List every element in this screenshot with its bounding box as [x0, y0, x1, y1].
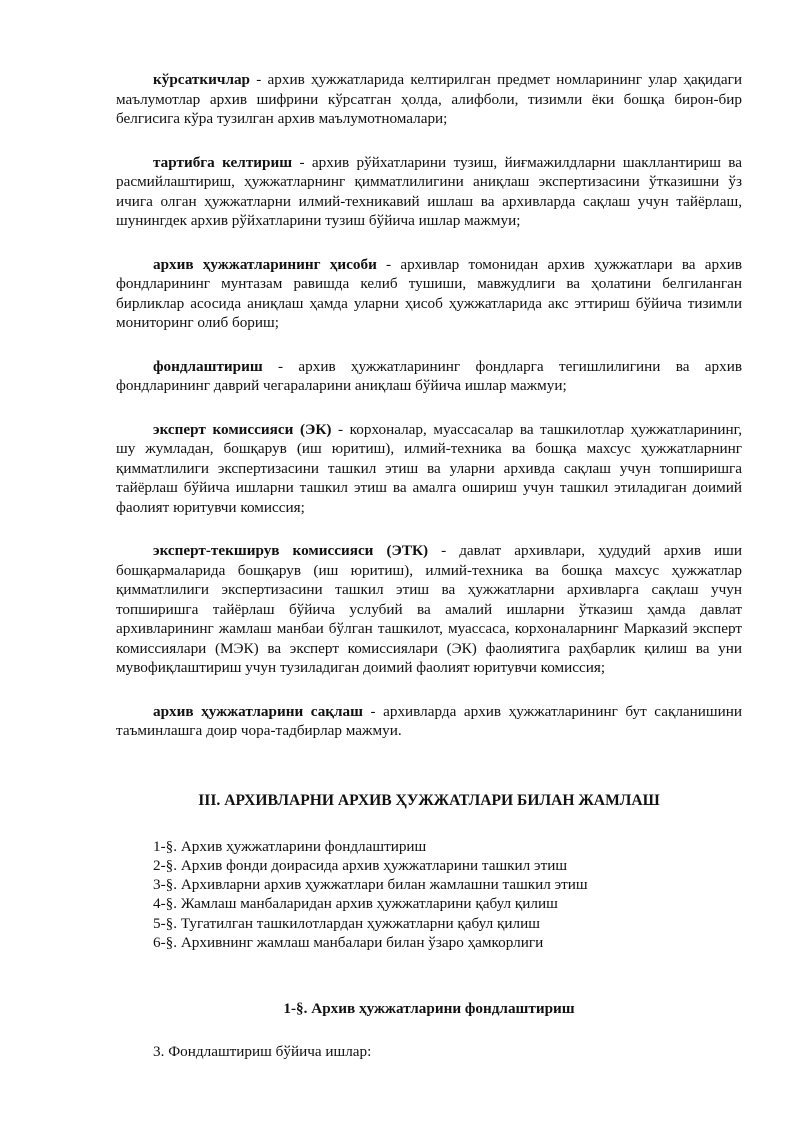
toc-item: 1-§. Архив ҳужжатларини фондлаштириш — [153, 837, 427, 855]
definition-paragraph — [116, 357, 742, 396]
definition-term: архив ҳужжатларини сақлаш — [153, 702, 363, 720]
definition-paragraph — [116, 702, 742, 741]
definition-text: - архив рўйхатларини тузиш, йиғмажилдларни шакллантириш ва расмийлаштириш, ҳужжатларнинг қимматлилигини аниқлаш экспертизасини ўтказишни ўз ичига олган ҳужжатларни илмий-техникавий ишлаш ва архивларда сақлаш учун тайёрлаш, шунингдек архив рўйхатларини тузиш бўйича ишлар мажмуи; — [116, 153, 742, 229]
definition-text: - корхоналар, муассасалар ва ташкилотлар ҳужжатларининг, шу жумладан, бошқарув (иш юритиш), илмий-техника ва бошқа махсус ҳужжатларнинг қимматлилиги экспертизасини ташкил этиш ва уларни архивда сақлаш учун топширишга тайёрлаш бўйича ишларни ташкил этиш ва амалга ошириш учун ташкил этиладиган доимий фаолият юритувчи комиссия; — [116, 420, 742, 516]
definition-paragraph — [116, 255, 742, 333]
toc-item: 6-§. Архивнинг жамлаш манбалари билан ўзаро ҳамкорлиги — [153, 933, 544, 951]
toc-item: 3-§. Архивларни архив ҳужжатлари билан жамлашни ташкил этиш — [153, 876, 588, 894]
subsection-title: 1-§. Архив ҳужжатларини фондлаштириш — [283, 1000, 575, 1018]
definition-paragraph — [116, 541, 742, 678]
definition-paragraph — [116, 420, 742, 518]
definition-term: тартибга келтириш — [153, 153, 293, 171]
toc-item: 4-§. Жамлаш манбаларидан архив ҳужжатларини қабул қилиш — [153, 895, 558, 913]
toc-item: 5-§. Тугатилган ташкилотлардан ҳужжатларни қабул қилиш — [153, 914, 540, 932]
definition-term: архив ҳужжатларининг ҳисоби — [153, 255, 377, 273]
definition-paragraph — [116, 153, 742, 231]
document-page — [116, 70, 742, 1062]
definition-text: - архивлар томонидан архив ҳужжатлари ва архив фондларининг мунтазам равишда келиб тушиши, мавжудлиги ва ҳолатини белгиланган бирликлар асосида аниқлаш ҳамда уларни ҳисоб ҳужжатларида акс эттириш бўйича тизимли мониторинг олиб бориш; — [116, 255, 742, 331]
definition-text: - архив ҳужжатларининг фондларга тегишлилигини ва архив фондларининг даврий чегараларини аниқлаш бўйича ишлар мажмуи; — [116, 357, 742, 394]
definition-text: - архивларда архив ҳужжатларининг бут сақланишини таъминлашга доир чора-тадбирлар мажмуи. — [116, 702, 742, 739]
table-of-contents — [153, 837, 742, 953]
definition-term: эксперт-текширув комиссияси (ЭТК) — [153, 542, 429, 559]
definition-paragraph — [116, 70, 742, 129]
numbered-item: 3. Фондлаштириш бўйича ишлар: — [153, 1043, 372, 1061]
toc-item: 2-§. Архив фонди доирасида архив ҳужжатларини ташкил этиш — [153, 856, 568, 874]
definition-text: - архив ҳужжатларида келтирилган предмет номларининг улар ҳақидаги маълумотлар архив шифрини кўрсатган ҳолда, алифболи, тизимли ёки бошқа бирон-бир белгисига кўра тузилган архив маълумотномалари; — [116, 71, 742, 127]
section-title: III. АРХИВЛАРНИ АРХИВ ҲУЖЖАТЛАРИ БИЛАН ЖАМЛАШ — [198, 791, 660, 809]
definition-term: эксперт комиссияси (ЭК) — [153, 420, 332, 438]
definition-term: кўрсаткичлар — [153, 71, 251, 88]
definition-text: - давлат архивлари, ҳудудий архив иши бошқармаларида бошқарув (иш юритиш), илмий-техника ва бошқа махсус ҳужжатлар қимматлилиги экспертизасини ташкил этиш ва ҳужжатларни архивларга сақлаш учун топширишга тайёрлаш бўйича услубий ва амалий ишларни ўтказиш ҳамда давлат архивларининг жамлаш манбаи бўлган ташкилот, муассаса, корхоналарнинг Марказий эксперт комиссиялари (МЭК) ва эксперт комиссиялари (ЭК) фаолиятига раҳбарлик қилиш ва уни мувофиқлаштириш учун тузиладиган доимий фаолият юритувчи комиссия; — [116, 542, 742, 676]
definition-term: фондлаштириш — [153, 357, 263, 375]
